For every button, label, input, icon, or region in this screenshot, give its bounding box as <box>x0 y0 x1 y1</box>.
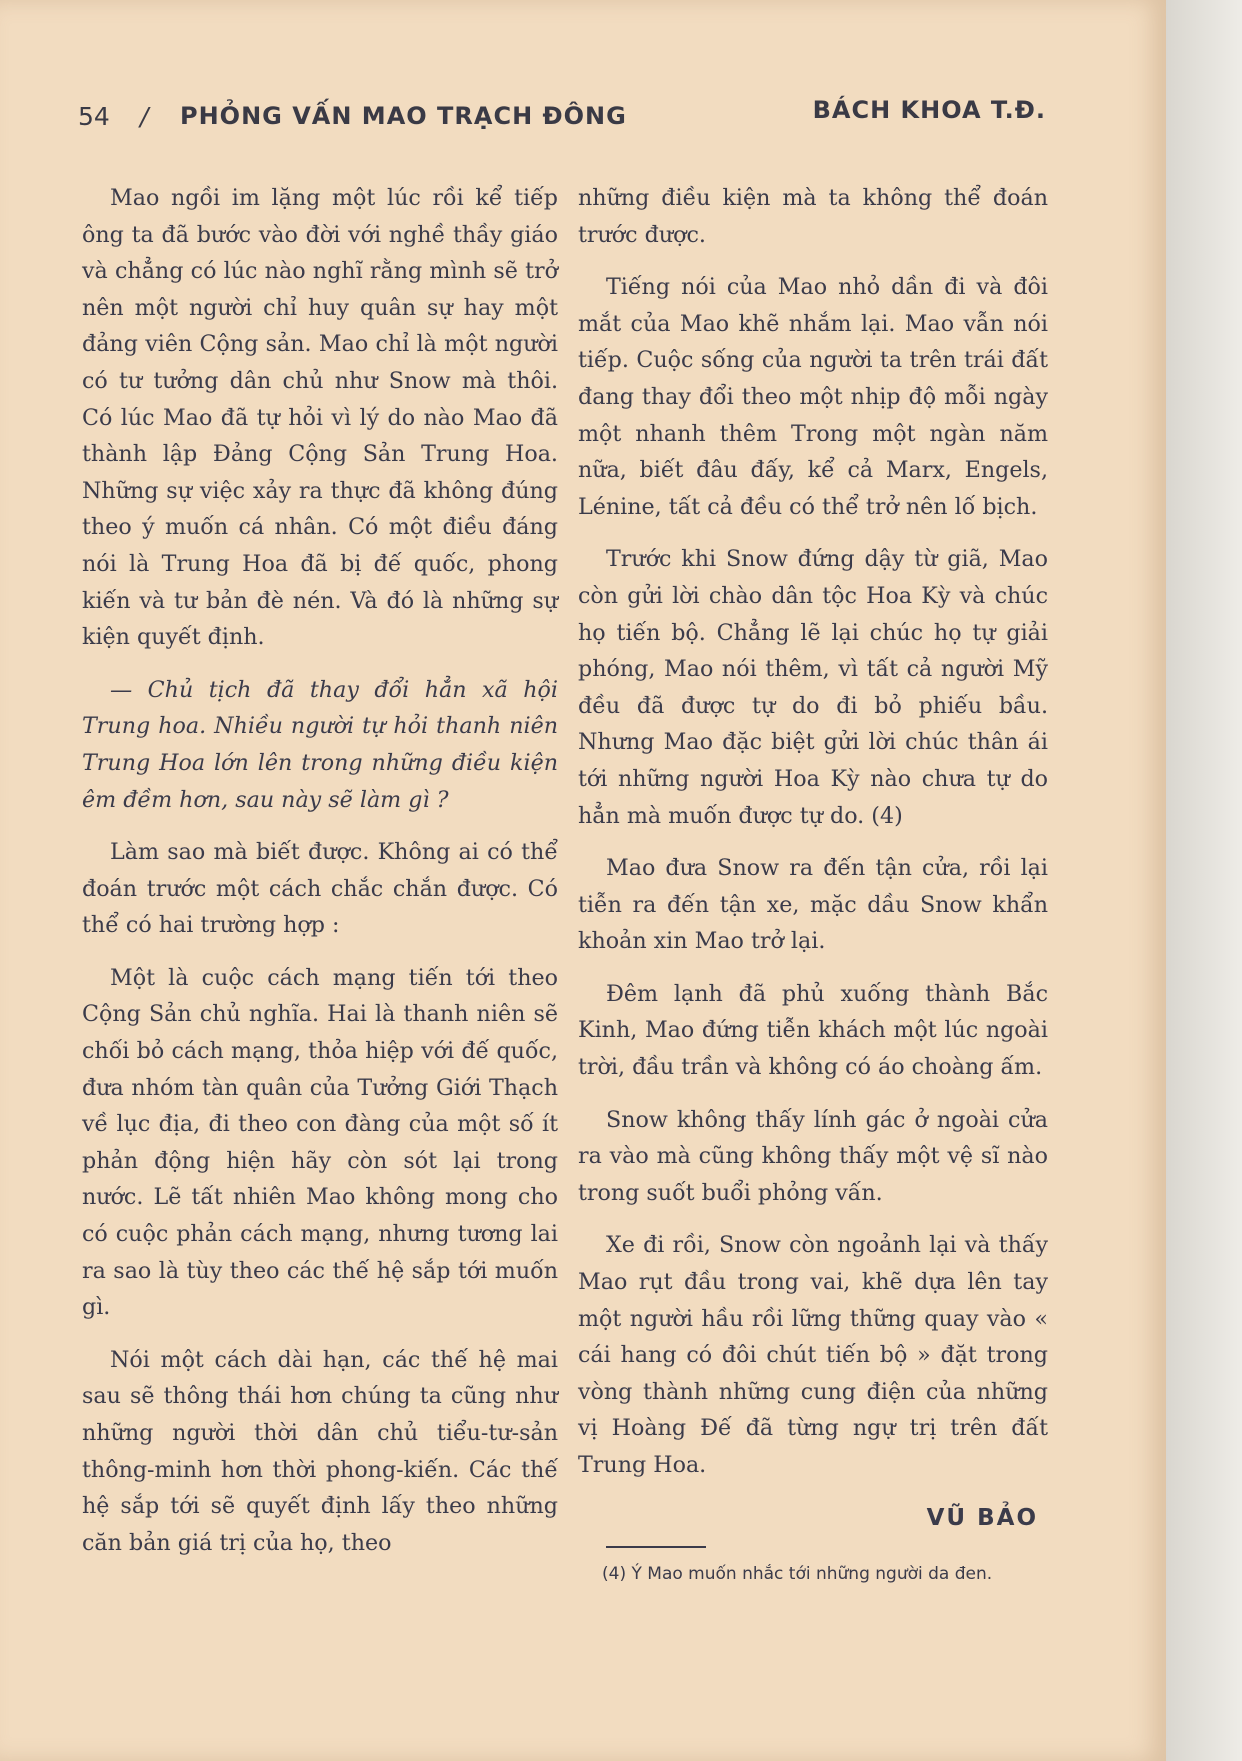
author-signature: VŨ BẢO <box>926 1504 1038 1531</box>
header-separator: / <box>140 102 149 131</box>
paragraph-continued: những điều kiện mà ta không thể đoán trước được. <box>578 185 1048 248</box>
left-column <box>82 180 558 1577</box>
paragraph: Một là cuộc cách mạng tiến tới theo Cộng Sản chủ nghĩa. Hai là thanh niên sẽ chối bỏ cách mạng, thỏa hiệp với đế quốc, đưa nhóm tàn quân của Tưởng Giới Thạch về lục địa, đi theo con đàng của một số ít phản động hiện hãy còn sót lại trong nước. Lẽ tất nhiên Mao không mong cho có cuộc phản cách mạng, nhưng tương lai ra sao là tùy theo các thế hệ sắp tới muốn gì. <box>82 964 558 1321</box>
footnote-divider <box>606 1546 706 1548</box>
paragraph: Nói một cách dài hạn, các thế hệ mai sau sẽ thông thái hơn chúng ta cũng như những người thời dân chủ tiểu-tư-sản thông-minh hơn thời phong-kiến. Các thế hệ sắp tới sẽ quyết định lấy theo những căn bản giá trị của họ, theo <box>82 1346 558 1556</box>
paragraph: Mao ngồi im lặng một lúc rồi kể tiếp ông ta đã bước vào đời với nghề thầy giáo và chẳng có lúc nào nghĩ rằng mình sẽ trở nên một người chỉ huy quân sự hay một đảng viên Cộng sản. Mao chỉ là một người có tư tưởng dân chủ như Snow mà thôi. Có lúc Mao đã tự hỏi vì lý do nào Mao đã thành lập Đảng Cộng Sản Trung Hoa. Những sự việc xảy ra thực đã không đúng theo ý muốn cá nhân. Có một điều đáng nói là Trung Hoa đã bị đế quốc, phong kiến và tư bản đè nén. Và đó là những sự kiện quyết định. <box>82 185 558 651</box>
scan-margin <box>1166 0 1242 1761</box>
interview-question: — Chủ tịch đã thay đổi hẳn xã hội Trung hoa. Nhiều người tự hỏi thanh niên Trung Hoa lớn lên trong những điều kiện êm đềm hơn, sau này sẽ làm gì ? <box>82 676 558 813</box>
footnote: (4) Ý Mao muốn nhắc tới những người da đen. <box>602 1564 993 1585</box>
page-number: 54 <box>78 102 110 131</box>
paragraph: Đêm lạnh đã phủ xuống thành Bắc Kinh, Mao đứng tiễn khách một lúc ngoài trời, đầu trần và không có áo choàng ấm. <box>578 980 1048 1081</box>
paragraph: Xe đi rồi, Snow còn ngoảnh lại và thấy Mao rụt đầu trong vai, khẽ dựa lên tay một người hầu rồi lững thững quay vào « cái hang có đôi chút tiến bộ » đặt trong vòng thành những cung điện của những vị Hoàng Đế đã từng ngự trị trên đất Trung Hoa. <box>578 1232 1048 1478</box>
paragraph: Trước khi Snow đứng dậy từ giã, Mao còn gửi lời chào dân tộc Hoa Kỳ và chúc họ tiến bộ. Chẳng lẽ lại chúc họ tự giải phóng, Mao nói thêm, vì tất cả người Mỹ đều đã được tự do đi bỏ phiếu bầu. Nhưng Mao đặc biệt gửi lời chúc thân ái tới những người Hoa Kỳ nào chưa tự do hẳn mà muốn được tự do. (4) <box>578 546 1048 829</box>
publication-name: BÁCH KHOA T.Đ. <box>812 96 1046 124</box>
paragraph: Mao đưa Snow ra đến tận cửa, rồi lại tiễn ra đến tận xe, mặc dầu Snow khẩn khoản xin Mao trở lại. <box>578 855 1048 955</box>
right-column <box>578 180 1048 1590</box>
page-header <box>78 96 1046 136</box>
running-title: PHỎNG VẤN MAO TRẠCH ĐÔNG <box>180 102 627 130</box>
paragraph: Làm sao mà biết được. Không ai có thể đoán trước một cách chắc chắn được. Có thể có hai trường hợp : <box>82 839 558 939</box>
paragraph: Tiếng nói của Mao nhỏ dần đi và đôi mắt của Mao khẽ nhắm lại. Mao vẫn nói tiếp. Cuộc sống của người ta trên trái đất đang thay đổi theo một nhịp độ mỗi ngày một nhanh thêm Trong một ngàn năm nữa, biết đâu đấy, kể cả Marx, Engels, Lénine, tất cả đều có thể trở nên lố bịch. <box>578 274 1048 520</box>
paragraph: Snow không thấy lính gác ở ngoài cửa ra vào mà cũng không thấy một vệ sĩ nào trong suốt buổi phỏng vấn. <box>578 1106 1048 1206</box>
